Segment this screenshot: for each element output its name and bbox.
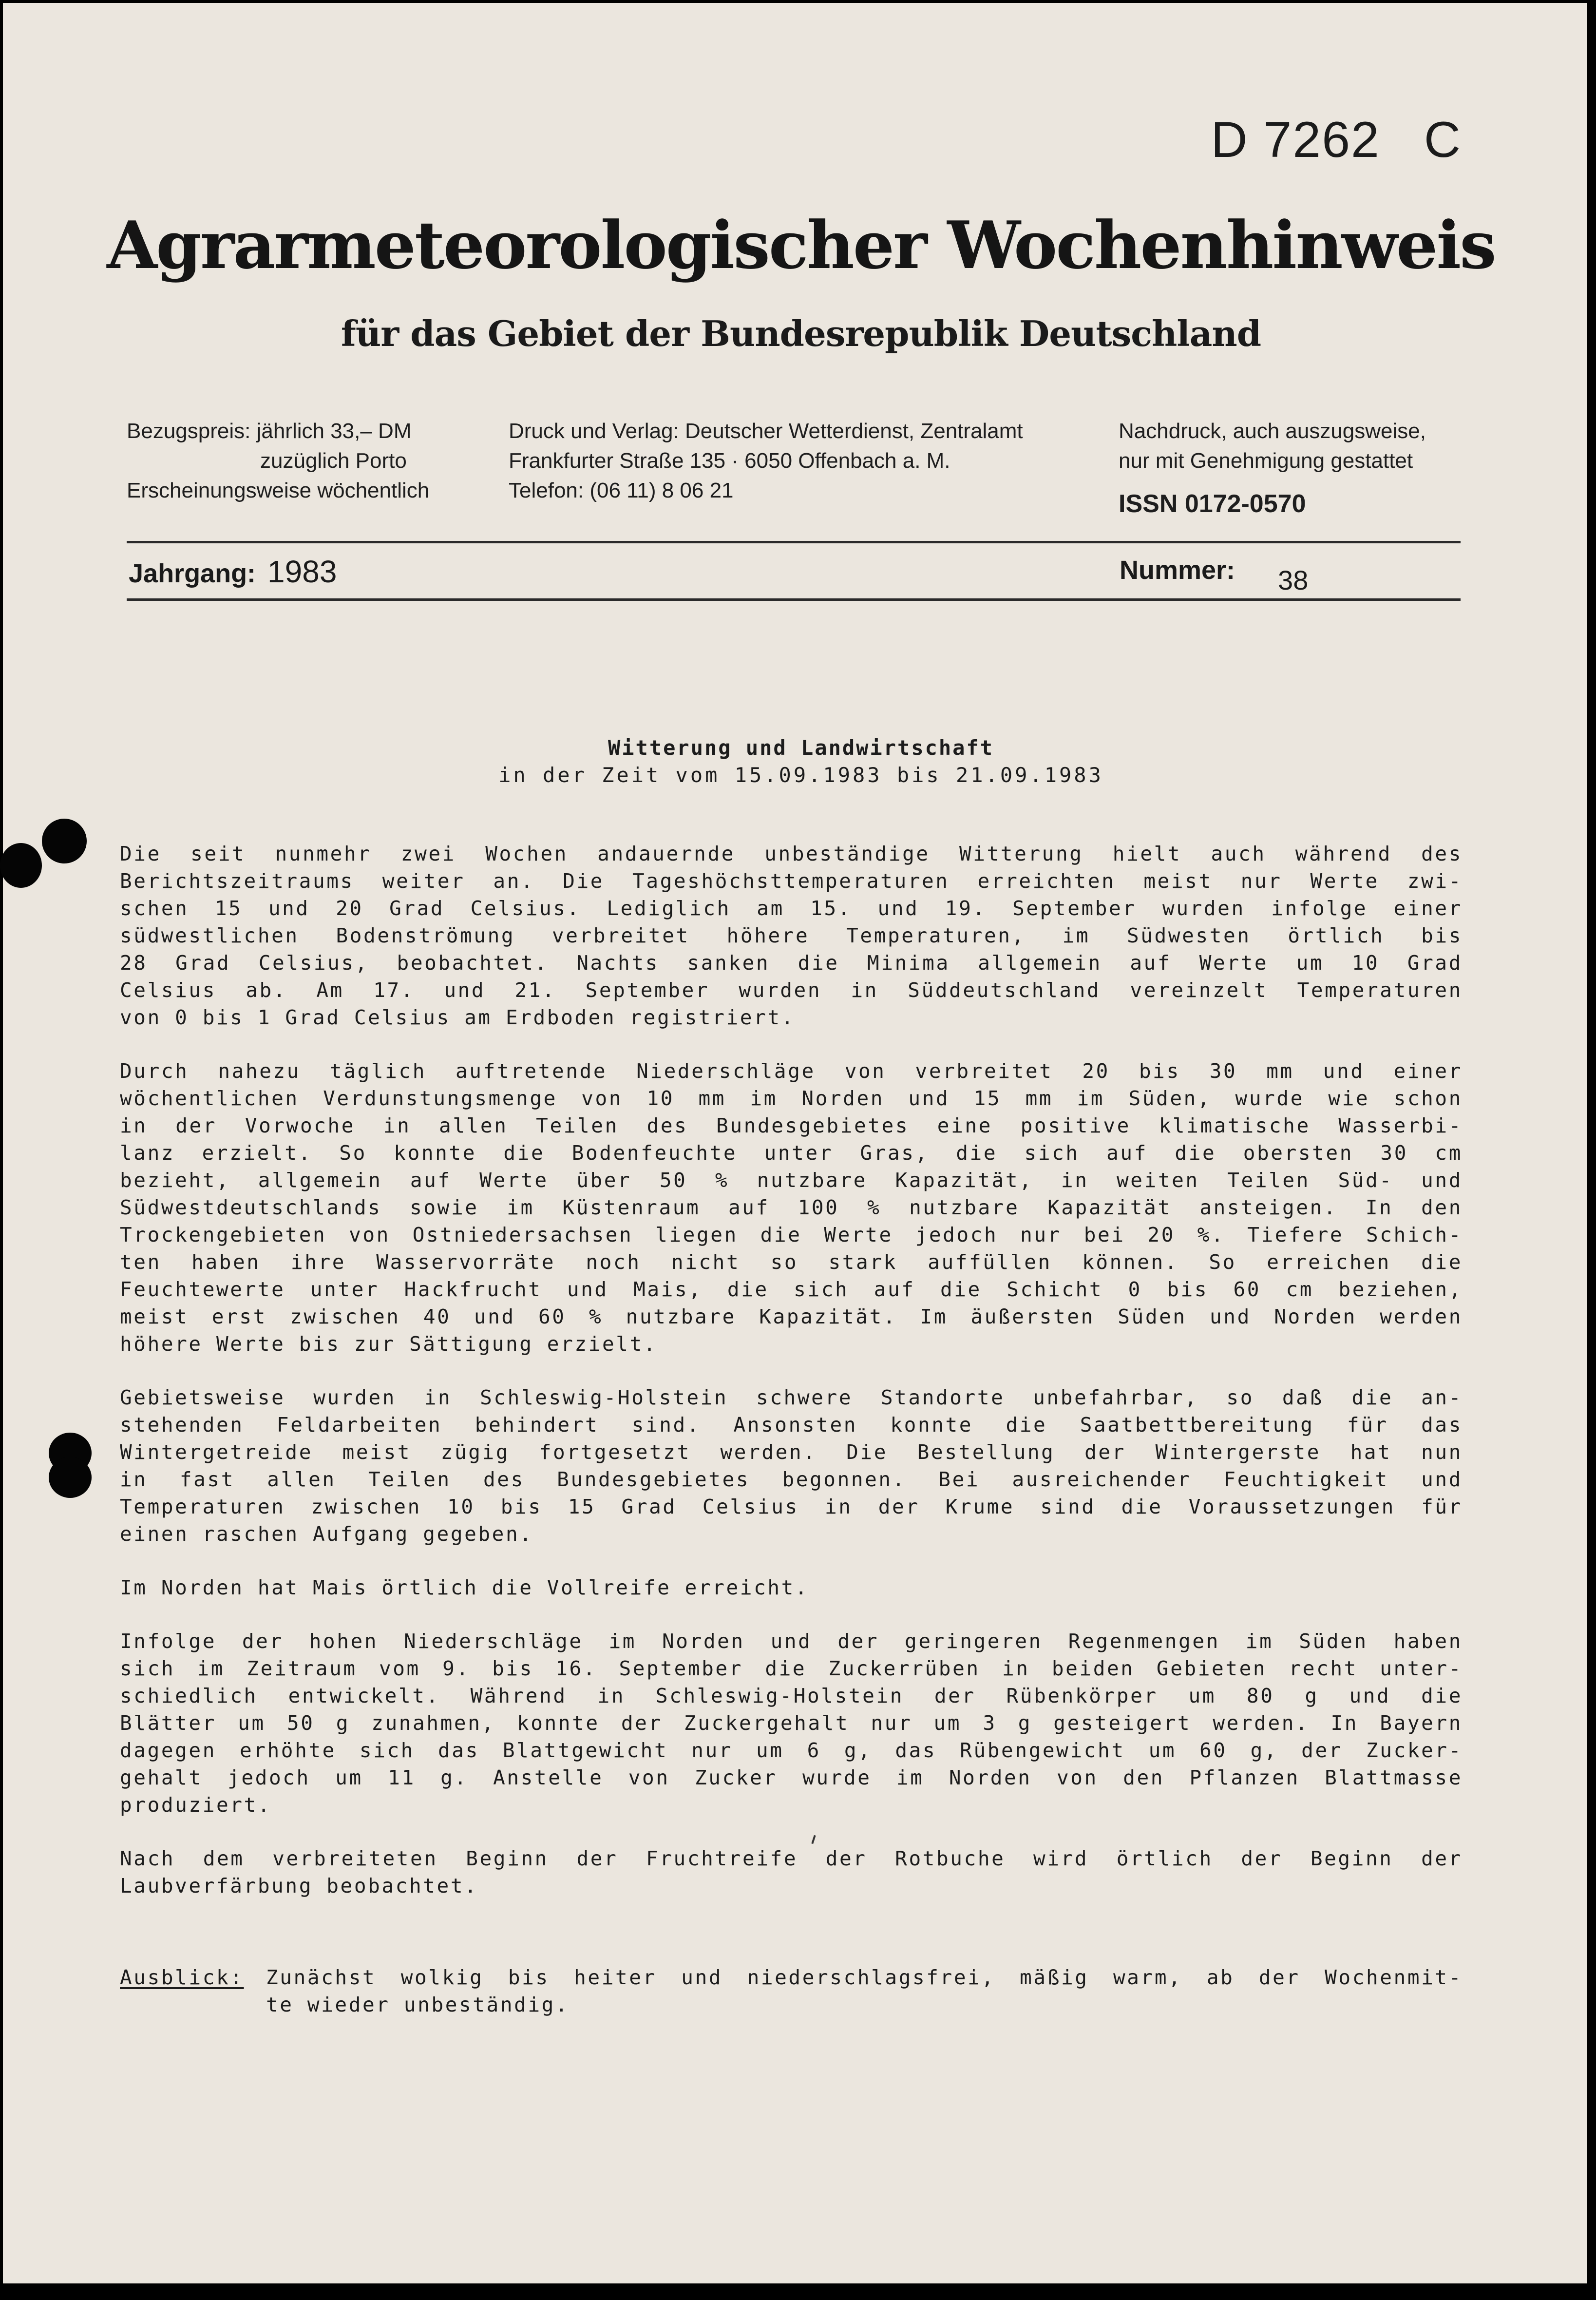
report-line: dagegen erhöhte sich das Blattgewicht nur um 6 g, das Rübengewicht um 60 g, der Zucker- bbox=[120, 1739, 1463, 1762]
report-line: von 0 bis 1 Grad Celsius am Erdboden registriert. bbox=[120, 1006, 795, 1029]
report-line: stehenden Feldarbeiten behindert sind. Ansonsten konnte die Saatbettbereitung für das bbox=[120, 1413, 1463, 1437]
report-paragraph bbox=[120, 840, 1463, 1031]
report-line: wöchentlichen Verdunstungsmenge von 10 mm im Norden und 15 mm im Süden, wurde wie schon bbox=[120, 1087, 1463, 1110]
issn: ISSN 0172-0570 bbox=[1119, 490, 1306, 518]
report-line: meist erst zwischen 40 und 60 % nutzbare Kapazität. Im äußersten Süden und Norden werden bbox=[120, 1305, 1463, 1328]
report-line: Wintergetreide meist zügig fortgesetzt werden. Die Bestellung der Wintergerste hat nun bbox=[120, 1440, 1463, 1464]
report-line: Temperaturen zwischen 10 bis 15 Grad Celsius in der Krume sind die Voraussetzungen für bbox=[120, 1495, 1463, 1518]
report-line: Berichtszeitraums weiter an. Die Tageshöchsttemperaturen erreichten meist nur Werte zwi- bbox=[120, 869, 1463, 893]
report-line: sich im Zeitraum vom 9. bis 16. September die Zuckerrüben in beiden Gebieten recht unter- bbox=[120, 1657, 1463, 1680]
issue-number-value: 38 bbox=[1278, 565, 1309, 595]
report-body bbox=[120, 840, 1463, 1926]
report-paragraph bbox=[120, 1057, 1463, 1358]
publisher-line: Druck und Verlag: Deutscher Wetterdienst, Zentralamt bbox=[509, 419, 1023, 443]
punch-hole bbox=[0, 843, 42, 888]
volume-field bbox=[129, 554, 337, 590]
masthead-title: Agrarmeteorologischer Wochenhinweis bbox=[107, 207, 1495, 284]
subscription-info bbox=[127, 416, 429, 505]
report-paragraph bbox=[120, 1845, 1463, 1899]
report-line: Gebietsweise wurden in Schleswig-Holstein schwere Standorte unbefahrbar, so daß die an- bbox=[120, 1386, 1463, 1409]
report-line: Die seit nunmehr zwei Wochen andauernde unbeständige Witterung hielt auch während des bbox=[120, 842, 1463, 865]
masthead-subtitle: für das Gebiet der Bundesrepublik Deutschland bbox=[341, 313, 1261, 354]
report-line: Südwestdeutschlands sowie im Küstenraum auf 100 % nutzbare Kapazität ansteigen. In den bbox=[120, 1196, 1463, 1219]
outlook-line: Zunächst wolkig bis heiter und niederschlagsfrei, mäßig warm, ab der Wochenmit- bbox=[266, 1966, 1463, 1989]
report-line: Blätter um 50 g zunahmen, konnte der Zuckergehalt nur um 3 g gesteigert werden. In Bayern bbox=[120, 1711, 1463, 1735]
divider-bottom bbox=[127, 598, 1461, 601]
publisher-info bbox=[509, 416, 1023, 505]
volume-label: Jahrgang: bbox=[129, 559, 256, 588]
section-title: Witterung und Landwirtschaft bbox=[608, 736, 994, 760]
report-paragraph bbox=[120, 1384, 1463, 1548]
divider-top bbox=[127, 541, 1461, 543]
price-line: Bezugspreis: jährlich 33,– DM bbox=[127, 419, 412, 443]
report-line: in fast allen Teilen des Bundesgebietes begonnen. Bei ausreichender Feuchtigkeit und bbox=[120, 1468, 1463, 1491]
report-line: einen raschen Aufgang gegeben. bbox=[120, 1522, 533, 1546]
section-period: in der Zeit vom 15.09.1983 bis 21.09.1983 bbox=[498, 763, 1103, 787]
report-line: 28 Grad Celsius, beobachtet. Nachts sanken die Minima allgemein auf Werte um 10 Grad bbox=[120, 951, 1463, 975]
report-line: ten haben ihre Wasservorräte noch nicht so stark auffüllen können. So erreichen die bbox=[120, 1250, 1463, 1274]
permission-line: nur mit Genehmigung gestattet bbox=[1119, 449, 1413, 473]
reprint-info bbox=[1119, 416, 1426, 519]
report-line: Infolge der hohen Niederschläge im Norden und der geringeren Regenmengen im Süden haben bbox=[120, 1629, 1463, 1653]
punch-hole bbox=[49, 1457, 92, 1498]
outlook-label: Ausblick: bbox=[120, 1966, 244, 1989]
address-line: Frankfurter Straße 135 · 6050 Offenbach a. M. bbox=[509, 449, 950, 473]
report-line: Laubverfärbung beobachtet. bbox=[120, 1874, 478, 1898]
postage-line: zuzüglich Porto bbox=[260, 449, 407, 473]
report-line: Celsius ab. Am 17. und 21. September wurden in Süddeutschland vereinzelt Temperaturen bbox=[120, 978, 1463, 1002]
report-line: Trockengebieten von Ostniedersachsen liegen die Werte jedoch nur bei 20 %. Tiefere Schich- bbox=[120, 1223, 1463, 1246]
outlook-text bbox=[266, 1964, 1463, 2018]
document-code-suffix: C bbox=[1424, 112, 1462, 168]
issue-number-field bbox=[1120, 554, 1309, 595]
report-line: bezieht, allgemein auf Werte über 50 % nutzbare Kapazität, in weiten Teilen Süd- und bbox=[120, 1169, 1463, 1192]
outlook bbox=[120, 1964, 1463, 2018]
reprint-line: Nachdruck, auch auszugsweise, bbox=[1119, 419, 1426, 443]
report-line: Feuchtewerte unter Hackfrucht und Mais, die sich auf die Schicht 0 bis 60 cm beziehen, bbox=[120, 1278, 1463, 1301]
issue-number-label: Nummer: bbox=[1120, 556, 1235, 585]
report-line: Im Norden hat Mais örtlich die Vollreife erreicht. bbox=[120, 1576, 809, 1599]
report-line: produziert. bbox=[120, 1793, 272, 1817]
report-line: in der Vorwoche in allen Teilen des Bundesgebietes eine positive klimatische Wasserbi- bbox=[120, 1114, 1463, 1137]
document-code bbox=[1211, 111, 1462, 169]
phone-line: Telefon: (06 11) 8 06 21 bbox=[509, 479, 734, 502]
report-line: gehalt jedoch um 11 g. Anstelle von Zucker wurde im Norden von den Pflanzen Blattmasse bbox=[120, 1766, 1463, 1789]
report-line: lanz erzielt. So konnte die Bodenfeuchte unter Gras, die sich auf die obersten 30 cm bbox=[120, 1141, 1463, 1165]
report-line: schen 15 und 20 Grad Celsius. Lediglich am 15. und 19. September wurden infolge einer bbox=[120, 897, 1463, 920]
report-line: Durch nahezu täglich auftretende Niederschläge von verbreitet 20 bis 30 mm und einer bbox=[120, 1059, 1463, 1083]
report-line: höhere Werte bis zur Sättigung erzielt. bbox=[120, 1332, 658, 1356]
report-line: Nach dem verbreiteten Beginn der Fruchtreife der Rotbuche wird örtlich der Beginn der bbox=[120, 1847, 1463, 1870]
report-paragraph bbox=[120, 1574, 1463, 1601]
report-paragraph bbox=[120, 1628, 1463, 1819]
document-code-number: D 7262 bbox=[1211, 112, 1380, 168]
document-page bbox=[3, 3, 1587, 2283]
frequency-line: Erscheinungsweise wöchentlich bbox=[127, 479, 430, 502]
report-line: schiedlich entwickelt. Während in Schleswig-Holstein der Rübenkörper um 80 g und die bbox=[120, 1684, 1463, 1707]
volume-value: 1983 bbox=[267, 554, 337, 589]
outlook-line: te wieder unbeständig. bbox=[266, 1993, 570, 2016]
report-line: südwestlichen Bodenströmung verbreitet höhere Temperaturen, im Südwesten örtlich bis bbox=[120, 924, 1463, 947]
punch-hole bbox=[42, 819, 87, 863]
